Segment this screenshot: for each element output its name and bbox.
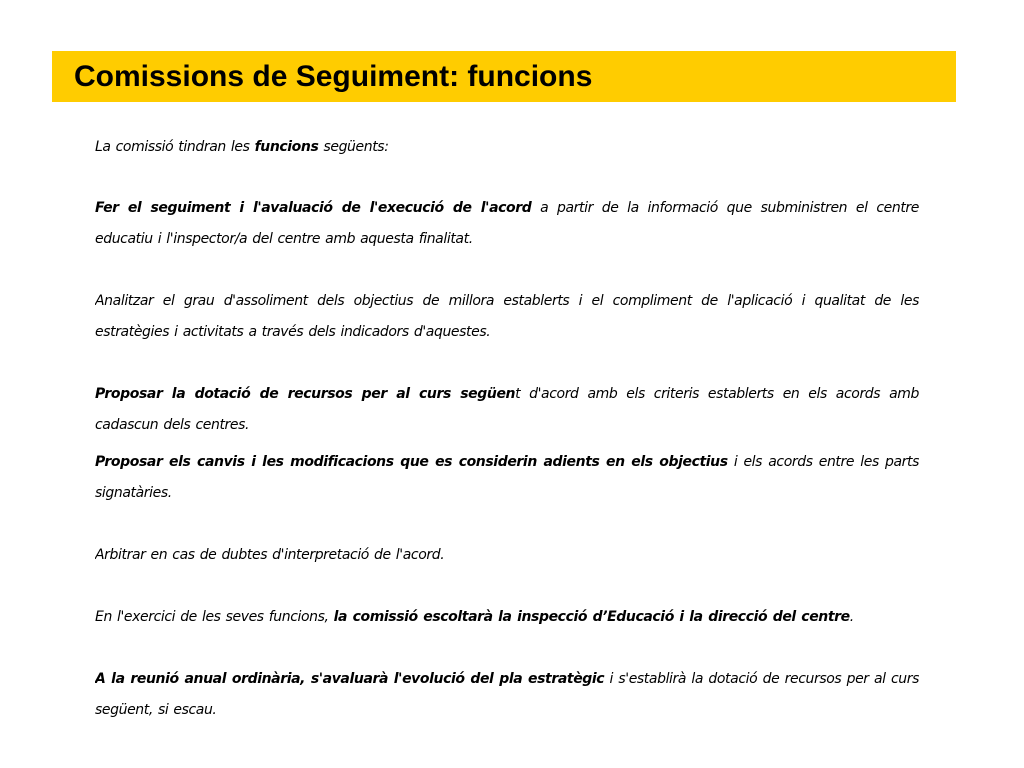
function-item-analyze bbox=[95, 286, 919, 348]
intro-text-end: següents: bbox=[318, 139, 389, 155]
function-item-bold: Proposar els canvis i les modificacions que es considerin adients en els objectius bbox=[95, 454, 728, 470]
function-item-follow-up bbox=[95, 193, 919, 255]
function-item-bold: Proposar la dotació de recursos per al curs següen bbox=[95, 386, 516, 402]
closing-text: En l'exercici de les seves funcions, bbox=[95, 609, 334, 625]
function-item-resources bbox=[95, 379, 919, 441]
function-item-text: Arbitrar en cas de dubtes d'interpretació de l'acord. bbox=[95, 547, 445, 563]
function-item-arbitrate bbox=[95, 540, 919, 571]
function-item-bold: Fer el seguiment i l'avaluació de l'execució de l'acord bbox=[95, 200, 532, 216]
closing-paragraph-consultation bbox=[95, 602, 919, 633]
closing-text-end: . bbox=[849, 609, 854, 625]
closing-paragraph-annual-meeting bbox=[95, 664, 919, 726]
closing-bold-text: la comissió escoltarà la inspecció d’Educació i la direcció del centre bbox=[333, 609, 850, 625]
function-item-text: i els acords entre les parts signatàries. bbox=[95, 454, 919, 501]
intro-text: La comissió tindran les bbox=[95, 139, 255, 155]
page-title: Comissions de Seguiment: funcions bbox=[74, 60, 593, 93]
intro-bold-text: funcions bbox=[254, 139, 319, 155]
content-area bbox=[95, 0, 919, 740]
function-item-text: t d'acord amb els criteris establerts en els acords amb cadascun dels centres. bbox=[95, 386, 919, 433]
closing-text: i s'establirà la dotació de recursos per al curs següent, si escau. bbox=[95, 671, 919, 718]
intro-paragraph bbox=[95, 132, 919, 163]
function-item-text: Analitzar el grau d'assoliment dels objectius de millora establerts i el compliment de l'aplicació i qualitat de les estratègies i activitats a través dels indicadors d'aquestes. bbox=[95, 293, 919, 340]
closing-bold-text: A la reunió anual ordinària, s'avaluarà l'evolució del pla estratègic bbox=[95, 671, 605, 687]
function-item-changes bbox=[95, 447, 919, 509]
function-item-text: a partir de la informació que subministren el centre educatiu i l'inspector/a del centre amb aquesta finalitat. bbox=[95, 200, 919, 247]
